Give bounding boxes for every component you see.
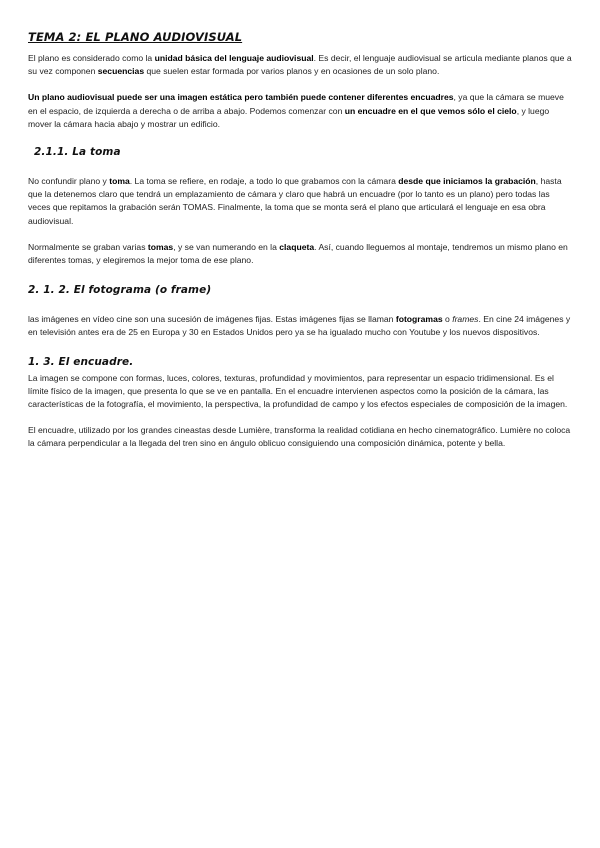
bold-run: un encuadre en el que vemos sólo el cielo: [344, 105, 517, 116]
page-title: TEMA 2: EL PLANO AUDIOVISUAL: [28, 30, 243, 44]
bold-run: toma: [109, 176, 130, 187]
italic-run: frames: [452, 314, 479, 325]
bold-run: unidad básica del lenguaje audiovisual: [154, 53, 314, 63]
text-run: No confundir plano y: [28, 176, 110, 187]
bold-run: desde que iniciamos la grabación: [398, 176, 536, 187]
paragraph-fotograma: [28, 313, 572, 339]
bold-run: secuencias: [97, 66, 145, 77]
text-run: que suelen estar formada por varios planos y en ocasiones de un solo plano.: [144, 66, 440, 77]
text-run: , ya que la cámara se mueve en el espacio, de izquierda a derecha o de arriba a abajo. Podemos comenzar con: [28, 92, 564, 116]
heading-la-toma: 2.1.1. La toma: [34, 146, 121, 159]
bold-run: claqueta: [279, 241, 315, 252]
bold-run: tomas: [147, 241, 174, 252]
text-run: , y se van numerando en la: [173, 241, 280, 252]
bold-run: fotogramas: [395, 314, 443, 325]
text-run: El plano es considerado como la: [28, 53, 155, 63]
text-run: . En cine 24 imágenes y en televisión antes era de 25 en Europa y 30 en Estados Unidos pero ya se ha igualado mucho con Youtube y los nuevos dispositivos.: [28, 314, 571, 338]
text-run: , hasta que la detenemos claro que tendrá un emplazamiento de cámara y claro que habrá un encuadre (por lo tanto es un plano) pero todas las veces que repitamos la grabación serán TOMAS. Finalmente, la toma que se monta será el plano que articulará el lenguaje en esa obra audiovisual.: [28, 176, 562, 226]
paragraph-tomas-claqueta: [28, 241, 572, 267]
paragraph-encuadre-lumiere: El encuadre, utilizado por los grandes cineastas desde Lumière, transforma la realidad cotidiana en hecho cinematográfico. Lumière no coloca la cámara perpendicular a la llegada del tren sino en ángulo oblicuo consiguiendo una composición dinámica, potente y bella.: [28, 425, 571, 449]
heading-fotograma: 2. 1. 2. El fotograma (o frame): [28, 284, 212, 297]
text-run: Normalmente se graban varias: [28, 241, 148, 252]
text-run: o: [442, 314, 453, 325]
text-run: las imágenes en vídeo cine son una sucesión de imágenes fijas. Estas imágenes fijas se llaman: [28, 314, 396, 325]
text-run: , y luego mover la cámara hacia abajo y mostrar un edificio.: [28, 105, 550, 129]
bold-run: Un plano audiovisual puede ser una imagen estática pero también puede contener diferentes encuadres: [28, 92, 454, 103]
paragraph-toma: [28, 175, 572, 228]
paragraph-encuadre-definicion: La imagen se compone con formas, luces, colores, texturas, profundidad y movimientos, para representar un espacio tridimensional. Es el límite físico de la imagen, que presenta lo que se ve en pantalla. En el encuadre intervienen aspectos como la posición de la cámara, las características de la fotografía, el movimiento, la perspectiva, la profundidad de campo y los efectos especiales de composición de la imagen.: [28, 372, 568, 410]
text-run: . La toma se refiere, en rodaje, a todo lo que grabamos con la cámara: [129, 176, 399, 187]
heading-encuadre: 1. 3. El encuadre.: [28, 355, 134, 368]
paragraph-plano-definicion: [28, 52, 572, 78]
text-run: . Así, cuando lleguemos al montaje, tendremos un mismo plano en diferentes tomas, y elegiremos la mejor toma de ese plano.: [28, 241, 568, 266]
paragraph-plano-encuadres: [28, 91, 572, 131]
text-run: . Es decir, el lenguaje audiovisual se articula mediante planos que a su vez componen: [28, 53, 572, 77]
